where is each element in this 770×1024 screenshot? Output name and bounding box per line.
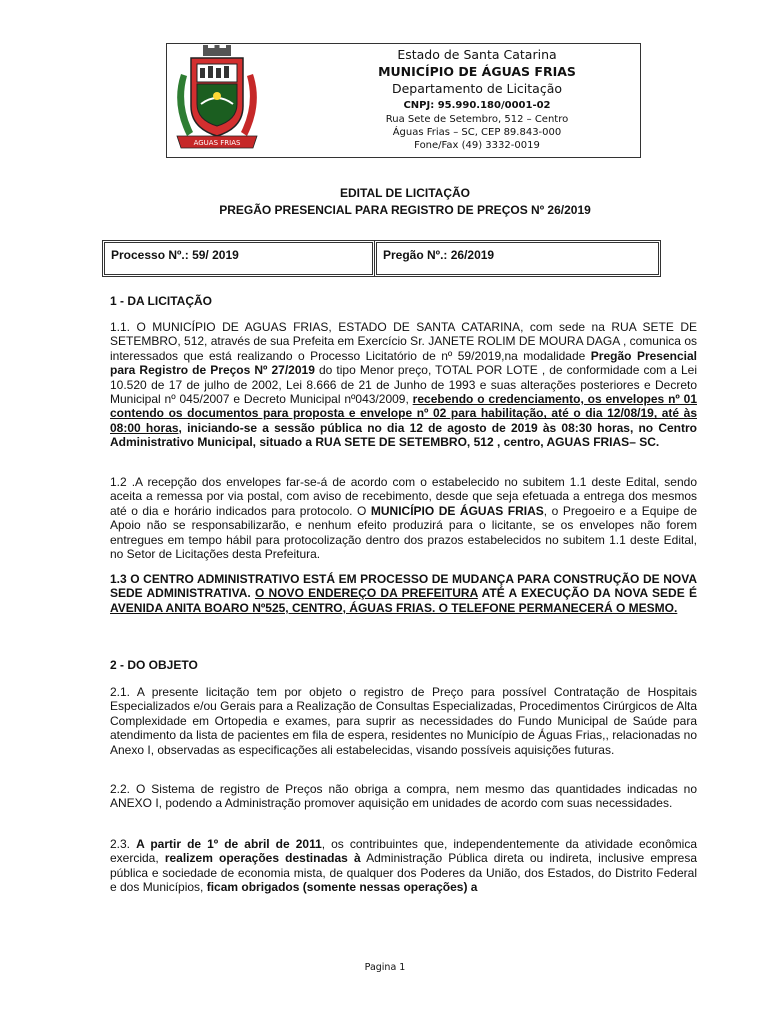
- p12-text-a: 1.2 .A recepção dos envelopes far-se-á de acordo com o estabelecido no subitem 1.1 deste Edital, sendo aceita a remessa por via postal, com aviso de recebimento, desde que seja efetuada a entrega dos mesmos até o dia e horário indicados para protocolo. O: [110, 475, 697, 518]
- address-line1: Rua Sete de Setembro, 512 – Centro: [385, 114, 569, 125]
- p11-text-c: do tipo Menor preço, TOTAL POR LOTE , de conformidade com a Lei 10.520 de 17 de julho de 2002, Lei 8.666 de 21 de Junho de 1993 e suas alterações posteriores e Decreto Municipal nº 045/2007 e Decreto Municipal nº043/2009,: [110, 363, 697, 407]
- paragraph-2-1: 2.1. A presente licitação tem por objeto o registro de Preço para possível Contratação de Hospitais Especializados e/ou Gerais para a Realização de Consultas Especializadas, Procedimentos Cirúrgicos de Alta Complexidade em Ortopedia e exames, para suprir as necessidades do Fundo Municipal de Saúde para atendimento da lista de pacientes em fila de espera, residentes no Município de Águas Frias,, relacionadas no Anexo I, observadas as especificações ali estabelecidas, visando possíveis aquisições futuras.: [110, 685, 697, 757]
- p23-text-e: Administração Pública direta ou indireta, inclusive empresa pública e sociedade de economia mista, de qualquer dos Poderes da União, dos Estados, do Distrito Federal e dos Municípios,: [110, 851, 698, 895]
- p12-municipality: MUNICÍPIO DE ÁGUAS FRIAS: [370, 503, 544, 518]
- p11-deadline: recebendo o credenciamento, os envelopes nº 01 contendo os documentos para proposta e envelope nº 02 para habilitação, até o dia 12/08/19, até às 08:00 horas,: [110, 392, 697, 435]
- municipality-name: MUNICÍPIO DE ÁGUAS FRIAS: [378, 64, 576, 79]
- pregao-number: Pregão Nº.: 26/2019: [383, 248, 495, 262]
- crest-ribbon-text: AGUAS FRIAS: [193, 139, 241, 147]
- p11-modality: Pregão Presencial para Registro de Preços Nº 27/2019: [110, 348, 697, 378]
- letterhead: [166, 43, 641, 158]
- paragraph-1-3: [110, 572, 697, 615]
- p13-new-address: AVENIDA ANITA BOARO Nº525, CENTRO, ÁGUAS FRIAS. O TELEFONE PERMANECERÁ O MESMO.: [110, 600, 678, 615]
- page-number: Pagina 1: [364, 962, 406, 973]
- p13-text-a: 1.3 O CENTRO ADMINISTRATIVO ESTÁ EM PROCESSO DE MUDANÇA PARA CONSTRUÇÃO DE NOVA SEDE ADMINISTRATIVA.: [110, 572, 697, 601]
- p11-text-a: 1.1. O MUNICÍPIO DE AGUAS FRIAS, ESTADO DE SANTA CATARINA, com sede na RUA SETE DE SETEMBRO, 512, através de sua Prefeita em Exercício Sr. JANETE ROLIM DE MOURA DAGA , comunica os interessados que está realizando o Processo Licitatório de nº 59/2019,na modalidade: [110, 320, 697, 363]
- address-line2: Águas Frias – SC, CEP 89.843-000: [392, 127, 562, 138]
- department-name: Departamento de Licitação: [391, 81, 563, 96]
- p11-session: iniciando-se a sessão pública no dia 12 de agosto de 2019 às 08:30 horas, no Centro Administrativo Municipal, situado a RUA SETE DE SETEMBRO, 512 , centro, AGUAS FRIAS– SC.: [110, 420, 697, 450]
- document-title: EDITAL DE LICITAÇÃO: [340, 186, 470, 200]
- p23-date: A partir de 1º de abril de 2011: [136, 837, 322, 851]
- p23-obligation: ficam obrigados (somente nessas operações) a: [206, 880, 478, 895]
- p13-new-address-label: O NOVO ENDEREÇO DA PREFEITURA: [254, 586, 478, 601]
- p13-text-c: ATÉ A EXECUÇÃO DA NOVA SEDE É: [477, 586, 697, 601]
- paragraph-1-2: [110, 475, 697, 561]
- p23-number: 2.3.: [110, 837, 137, 851]
- p23-text-c: , os contribuintes que, independentemente da atividade econômica exercida,: [110, 837, 697, 866]
- section-2-heading: 2 - DO OBJETO: [110, 658, 198, 672]
- cnpj: CNPJ: 95.990.180/0001-02: [403, 100, 551, 111]
- processo-box: [104, 242, 373, 275]
- p23-operations: realizem operações destinadas à: [164, 851, 361, 866]
- paragraph-1-1: [110, 320, 697, 450]
- processo-number: Processo Nº.: 59/ 2019: [111, 248, 239, 262]
- section-1-heading: 1 - DA LICITAÇÃO: [110, 294, 212, 308]
- phone: Fone/Fax (49) 3332-0019: [414, 140, 540, 151]
- pregao-box: [376, 242, 659, 275]
- letterhead-text: [377, 46, 577, 152]
- municipal-crest-icon: [167, 44, 267, 157]
- state-name: Estado de Santa Catarina: [397, 47, 557, 62]
- paragraph-2-2: 2.2. O Sistema de registro de Preços não obriga a compra, nem mesmo das quantidades indicadas no ANEXO I, podendo a Administração promover aquisição em unidades de acordo com suas necessidades.: [110, 782, 697, 811]
- document-subtitle: PREGÃO PRESENCIAL PARA REGISTRO DE PREÇOS Nº 26/2019: [219, 203, 591, 217]
- p12-text-c: , o Pregoeiro e a Equipe de Apoio não se responsabilizarão, e nenhum efeito produzirá para o licitante, se os envelopes não forem entregues em tempo hábil para protocolização dentro dos prazos estabelecidos no subitem 1.1 deste Edital, no Setor de Licitações desta Prefeitura.: [110, 503, 698, 562]
- paragraph-2-3: [110, 837, 697, 895]
